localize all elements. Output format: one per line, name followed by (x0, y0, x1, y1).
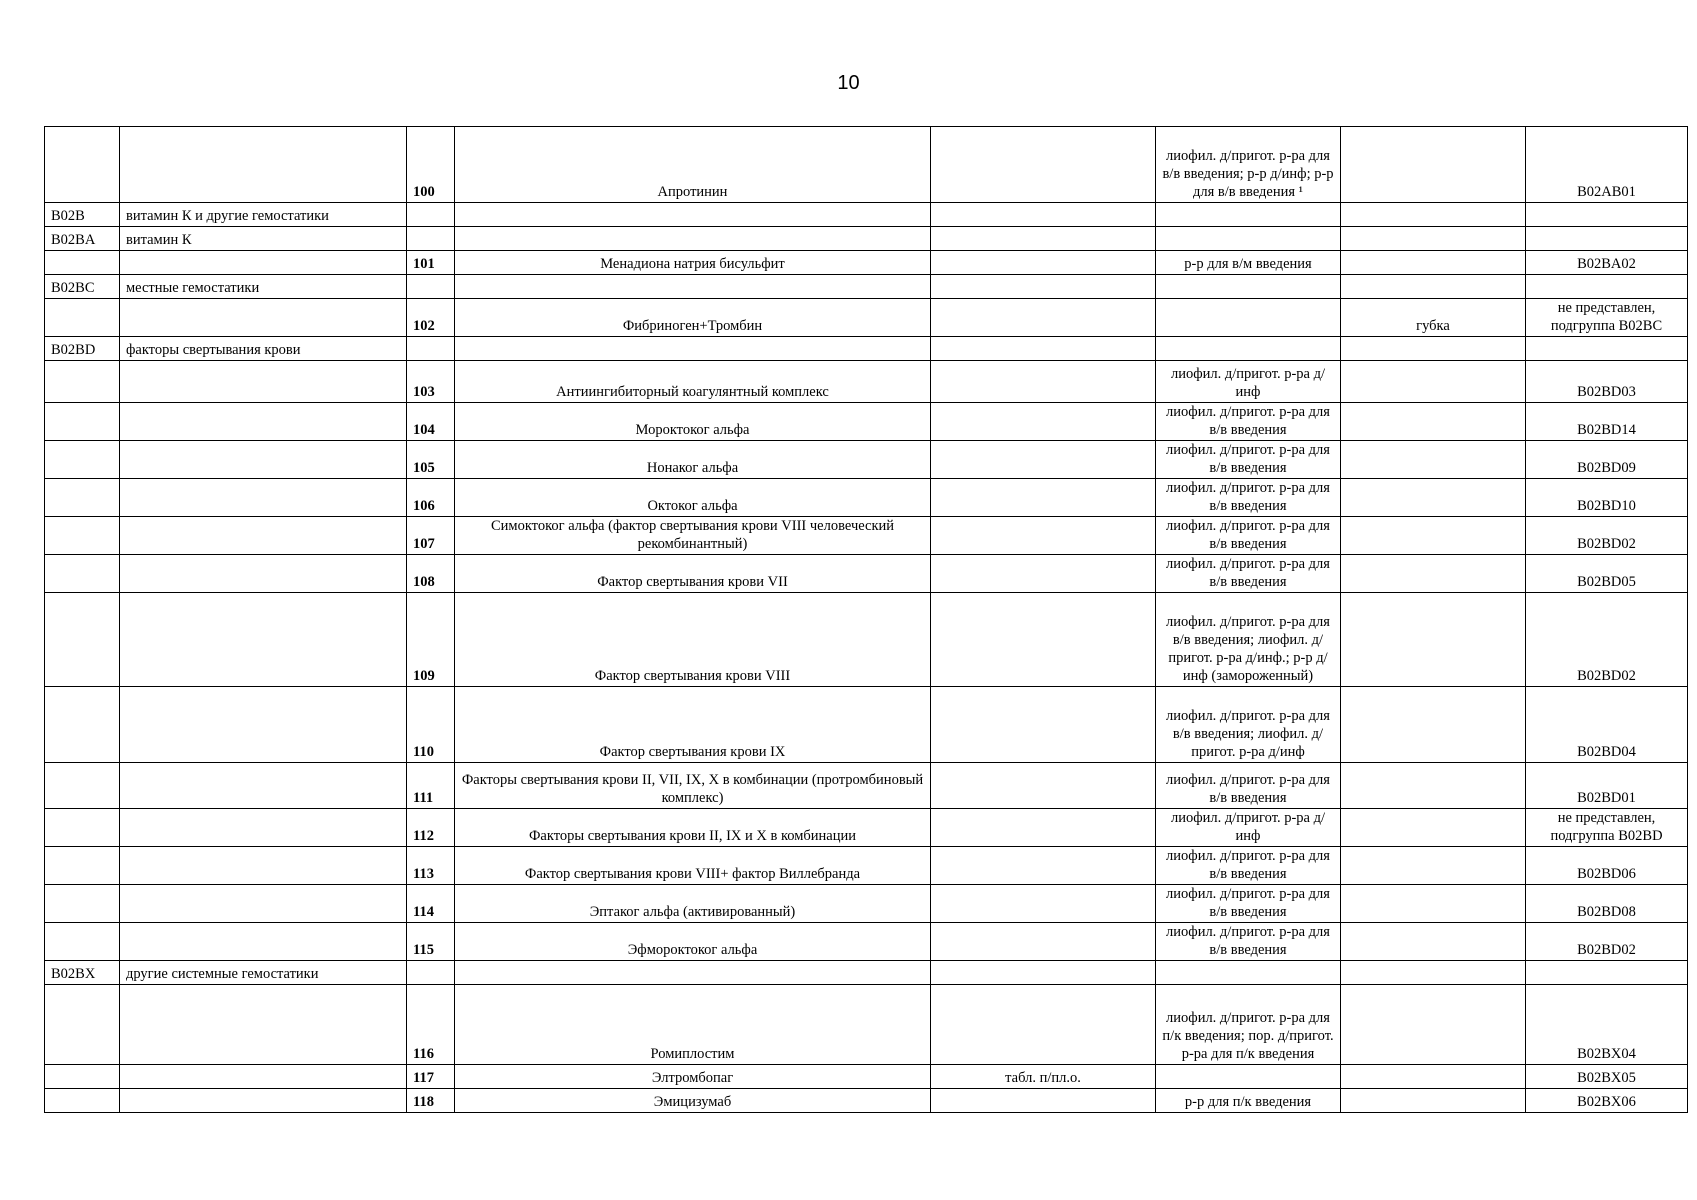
atc-group-code-cell (45, 923, 120, 961)
dosage-form-3-cell (1341, 885, 1526, 923)
drug-name-cell (455, 275, 931, 299)
atc-code-cell (1526, 203, 1688, 227)
dosage-form-1-cell (931, 923, 1156, 961)
atc-code-cell: B02BX05 (1526, 1065, 1688, 1089)
dosage-form-3-cell (1341, 227, 1526, 251)
dosage-form-1-cell (931, 361, 1156, 403)
table-row (45, 687, 1688, 763)
atc-code-cell: B02BX04 (1526, 985, 1688, 1065)
dosage-form-2-cell (1156, 275, 1341, 299)
drug-name-cell: Антиингибиторный коагулянтный комплекс (455, 361, 931, 403)
atc-code-cell: B02BD02 (1526, 923, 1688, 961)
dosage-form-1-cell (931, 441, 1156, 479)
dosage-form-2-cell: лиофил. д/пригот. р-ра для в/в введения; р-р д/инф; р-р для в/в введения ¹ (1156, 127, 1341, 203)
dosage-form-2-cell (1156, 961, 1341, 985)
row-number-cell: 114 (407, 885, 455, 923)
table-row (45, 809, 1688, 847)
dosage-form-2-cell: лиофил. д/пригот. р-ра для в/в введения (1156, 479, 1341, 517)
row-number-cell (407, 337, 455, 361)
dosage-form-3-cell (1341, 203, 1526, 227)
dosage-form-3-cell (1341, 687, 1526, 763)
row-number-cell: 118 (407, 1089, 455, 1113)
table-row (45, 337, 1688, 361)
group-name-cell (120, 251, 407, 275)
group-name-cell: другие системные гемостатики (120, 961, 407, 985)
drug-name-cell: Симоктоког альфа (фактор свертывания крови VIII человеческий рекомбинантный) (455, 517, 931, 555)
atc-code-cell: B02BD05 (1526, 555, 1688, 593)
atc-code-cell: B02BD03 (1526, 361, 1688, 403)
dosage-form-1-cell (931, 985, 1156, 1065)
atc-code-cell: не представлен, подгруппа B02BC (1526, 299, 1688, 337)
atc-group-code-cell (45, 809, 120, 847)
dosage-form-1-cell (931, 847, 1156, 885)
table-row (45, 985, 1688, 1065)
table-row (45, 961, 1688, 985)
atc-group-code-cell: B02B (45, 203, 120, 227)
group-name-cell (120, 847, 407, 885)
atc-code-cell (1526, 227, 1688, 251)
dosage-form-3-cell (1341, 555, 1526, 593)
dosage-form-3-cell (1341, 923, 1526, 961)
drug-name-cell: Мороктоког альфа (455, 403, 931, 441)
atc-code-cell: B02BD09 (1526, 441, 1688, 479)
atc-group-code-cell (45, 361, 120, 403)
group-name-cell (120, 299, 407, 337)
atc-group-code-cell (45, 885, 120, 923)
group-name-cell (120, 687, 407, 763)
dosage-form-2-cell (1156, 203, 1341, 227)
row-number-cell: 107 (407, 517, 455, 555)
dosage-form-2-cell: лиофил. д/пригот. р-ра для в/в введения (1156, 441, 1341, 479)
group-name-cell: витамин К и другие гемостатики (120, 203, 407, 227)
atc-code-cell: B02BA02 (1526, 251, 1688, 275)
drug-name-cell: Эптаког альфа (активированный) (455, 885, 931, 923)
atc-code-cell: B02BD04 (1526, 687, 1688, 763)
group-name-cell: факторы свертывания крови (120, 337, 407, 361)
row-number-cell: 105 (407, 441, 455, 479)
atc-group-code-cell (45, 555, 120, 593)
dosage-form-1-cell (931, 203, 1156, 227)
row-number-cell: 117 (407, 1065, 455, 1089)
dosage-form-3-cell (1341, 961, 1526, 985)
dosage-form-1-cell (931, 299, 1156, 337)
drug-name-cell: Менадиона натрия бисульфит (455, 251, 931, 275)
atc-group-code-cell (45, 299, 120, 337)
row-number-cell (407, 275, 455, 299)
group-name-cell (120, 593, 407, 687)
dosage-form-2-cell: лиофил. д/пригот. р-ра для в/в введения; лиофил. д/пригот. р-ра д/инф.; р-р д/инф (замороженный) (1156, 593, 1341, 687)
dosage-form-2-cell (1156, 1065, 1341, 1089)
row-number-cell: 112 (407, 809, 455, 847)
dosage-form-3-cell (1341, 763, 1526, 809)
drug-name-cell: Фактор свертывания крови VII (455, 555, 931, 593)
group-name-cell (120, 441, 407, 479)
table-row (45, 479, 1688, 517)
drug-name-cell: Фактор свертывания крови IX (455, 687, 931, 763)
table-row (45, 763, 1688, 809)
group-name-cell (120, 479, 407, 517)
dosage-form-2-cell: лиофил. д/пригот. р-ра для в/в введения; лиофил. д/пригот. р-ра д/инф (1156, 687, 1341, 763)
atc-code-cell: B02AB01 (1526, 127, 1688, 203)
drug-name-cell: Фактор свертывания крови VIII+ фактор Виллебранда (455, 847, 931, 885)
table-row (45, 203, 1688, 227)
dosage-form-3-cell (1341, 403, 1526, 441)
group-name-cell (120, 1065, 407, 1089)
atc-group-code-cell (45, 985, 120, 1065)
drug-name-cell (455, 337, 931, 361)
table-row (45, 227, 1688, 251)
drug-name-cell: Фибриноген+Тромбин (455, 299, 931, 337)
table-row (45, 1089, 1688, 1113)
dosage-form-2-cell (1156, 227, 1341, 251)
atc-code-cell: B02BX06 (1526, 1089, 1688, 1113)
dosage-form-1-cell (931, 687, 1156, 763)
row-number-cell (407, 203, 455, 227)
dosage-form-2-cell: р-р для п/к введения (1156, 1089, 1341, 1113)
atc-code-cell: B02BD02 (1526, 517, 1688, 555)
dosage-form-3-cell (1341, 1065, 1526, 1089)
table-row (45, 361, 1688, 403)
table-row (45, 517, 1688, 555)
row-number-cell (407, 227, 455, 251)
atc-group-code-cell (45, 251, 120, 275)
dosage-form-3-cell (1341, 517, 1526, 555)
group-name-cell (120, 1089, 407, 1113)
atc-code-cell: B02BD01 (1526, 763, 1688, 809)
dosage-form-1-cell (931, 227, 1156, 251)
drug-name-cell (455, 961, 931, 985)
dosage-form-1-cell (931, 555, 1156, 593)
atc-group-code-cell (45, 441, 120, 479)
atc-code-cell: B02BD06 (1526, 847, 1688, 885)
atc-code-cell (1526, 275, 1688, 299)
table-row (45, 127, 1688, 203)
atc-group-code-cell (45, 1089, 120, 1113)
group-name-cell (120, 985, 407, 1065)
dosage-form-2-cell: лиофил. д/пригот. р-ра для в/в введения (1156, 403, 1341, 441)
dosage-form-2-cell: лиофил. д/пригот. р-ра д/инф (1156, 809, 1341, 847)
dosage-form-1-cell (931, 403, 1156, 441)
atc-group-code-cell: B02BX (45, 961, 120, 985)
atc-group-code-cell: B02BD (45, 337, 120, 361)
dosage-form-1-cell (931, 885, 1156, 923)
group-name-cell: местные гемостатики (120, 275, 407, 299)
table-row (45, 275, 1688, 299)
row-number-cell: 109 (407, 593, 455, 687)
dosage-form-1-cell (931, 809, 1156, 847)
atc-code-cell: не представлен, подгруппа B02BD (1526, 809, 1688, 847)
dosage-form-1-cell (931, 275, 1156, 299)
dosage-form-3-cell (1341, 361, 1526, 403)
drug-name-cell (455, 203, 931, 227)
atc-group-code-cell (45, 763, 120, 809)
dosage-form-2-cell: лиофил. д/пригот. р-ра для п/к введения; пор. д/пригот. р-ра для п/к введения (1156, 985, 1341, 1065)
atc-code-cell: B02BD08 (1526, 885, 1688, 923)
row-number-cell: 104 (407, 403, 455, 441)
group-name-cell (120, 809, 407, 847)
dosage-form-1-cell (931, 1089, 1156, 1113)
dosage-form-3-cell (1341, 809, 1526, 847)
dosage-form-1-cell (931, 251, 1156, 275)
dosage-form-2-cell: лиофил. д/пригот. р-ра д/инф (1156, 361, 1341, 403)
dosage-form-3-cell (1341, 337, 1526, 361)
atc-group-code-cell (45, 517, 120, 555)
row-number-cell: 106 (407, 479, 455, 517)
row-number-cell: 103 (407, 361, 455, 403)
drug-name-cell (455, 227, 931, 251)
dosage-form-1-cell (931, 127, 1156, 203)
dosage-form-3-cell (1341, 593, 1526, 687)
dosage-form-2-cell: лиофил. д/пригот. р-ра для в/в введения (1156, 517, 1341, 555)
dosage-form-3-cell (1341, 251, 1526, 275)
drug-name-cell: Апротинин (455, 127, 931, 203)
row-number-cell: 116 (407, 985, 455, 1065)
drug-name-cell: Элтромбопаг (455, 1065, 931, 1089)
drug-name-cell: Октоког альфа (455, 479, 931, 517)
drug-name-cell: Фактор свертывания крови VIII (455, 593, 931, 687)
drug-name-cell: Эмицизумаб (455, 1089, 931, 1113)
group-name-cell: витамин К (120, 227, 407, 251)
atc-group-code-cell (45, 479, 120, 517)
table-row (45, 1065, 1688, 1089)
dosage-form-1-cell (931, 337, 1156, 361)
drug-name-cell: Нонаког альфа (455, 441, 931, 479)
table-row (45, 555, 1688, 593)
dosage-form-3-cell (1341, 275, 1526, 299)
row-number-cell: 111 (407, 763, 455, 809)
dosage-form-3-cell (1341, 479, 1526, 517)
row-number-cell: 110 (407, 687, 455, 763)
dosage-form-3-cell (1341, 985, 1526, 1065)
row-number-cell: 100 (407, 127, 455, 203)
group-name-cell (120, 763, 407, 809)
drug-name-cell: Эфмороктоког альфа (455, 923, 931, 961)
atc-group-code-cell (45, 847, 120, 885)
atc-code-cell (1526, 337, 1688, 361)
dosage-form-1-cell (931, 961, 1156, 985)
group-name-cell (120, 403, 407, 441)
dosage-form-3-cell (1341, 127, 1526, 203)
dosage-form-3-cell: губка (1341, 299, 1526, 337)
atc-code-cell: B02BD14 (1526, 403, 1688, 441)
drug-name-cell: Ромиплостим (455, 985, 931, 1065)
dosage-form-2-cell: лиофил. д/пригот. р-ра для в/в введения (1156, 763, 1341, 809)
table-row (45, 299, 1688, 337)
row-number-cell (407, 961, 455, 985)
atc-group-code-cell: B02BA (45, 227, 120, 251)
dosage-form-2-cell: р-р для в/м введения (1156, 251, 1341, 275)
atc-group-code-cell (45, 403, 120, 441)
dosage-form-1-cell (931, 593, 1156, 687)
row-number-cell: 108 (407, 555, 455, 593)
table-row (45, 593, 1688, 687)
table-row (45, 403, 1688, 441)
table-row (45, 885, 1688, 923)
dosage-form-1-cell (931, 517, 1156, 555)
table-row (45, 251, 1688, 275)
table-row (45, 923, 1688, 961)
dosage-form-2-cell: лиофил. д/пригот. р-ра для в/в введения (1156, 555, 1341, 593)
dosage-form-2-cell (1156, 299, 1341, 337)
atc-group-code-cell (45, 593, 120, 687)
row-number-cell: 115 (407, 923, 455, 961)
atc-code-cell (1526, 961, 1688, 985)
row-number-cell: 101 (407, 251, 455, 275)
drug-name-cell: Факторы свертывания крови II, VII, IX, X в комбинации (протромбиновый комплекс) (455, 763, 931, 809)
atc-group-code-cell (45, 687, 120, 763)
dosage-form-2-cell: лиофил. д/пригот. р-ра для в/в введения (1156, 885, 1341, 923)
page-number: 10 (837, 72, 860, 94)
group-name-cell (120, 517, 407, 555)
row-number-cell: 113 (407, 847, 455, 885)
drug-table (44, 126, 1688, 1113)
atc-group-code-cell: B02BC (45, 275, 120, 299)
group-name-cell (120, 923, 407, 961)
group-name-cell (120, 127, 407, 203)
dosage-form-1-cell: табл. п/пл.о. (931, 1065, 1156, 1089)
row-number-cell: 102 (407, 299, 455, 337)
dosage-form-1-cell (931, 479, 1156, 517)
dosage-form-2-cell: лиофил. д/пригот. р-ра для в/в введения (1156, 847, 1341, 885)
atc-group-code-cell (45, 1065, 120, 1089)
table-row (45, 847, 1688, 885)
dosage-form-1-cell (931, 763, 1156, 809)
atc-code-cell: B02BD02 (1526, 593, 1688, 687)
dosage-form-2-cell: лиофил. д/пригот. р-ра для в/в введения (1156, 923, 1341, 961)
dosage-form-2-cell (1156, 337, 1341, 361)
dosage-form-3-cell (1341, 441, 1526, 479)
group-name-cell (120, 361, 407, 403)
atc-code-cell: B02BD10 (1526, 479, 1688, 517)
dosage-form-3-cell (1341, 1089, 1526, 1113)
table-row (45, 441, 1688, 479)
dosage-form-3-cell (1341, 847, 1526, 885)
atc-group-code-cell (45, 127, 120, 203)
group-name-cell (120, 885, 407, 923)
drug-name-cell: Факторы свертывания крови II, IX и X в комбинации (455, 809, 931, 847)
group-name-cell (120, 555, 407, 593)
